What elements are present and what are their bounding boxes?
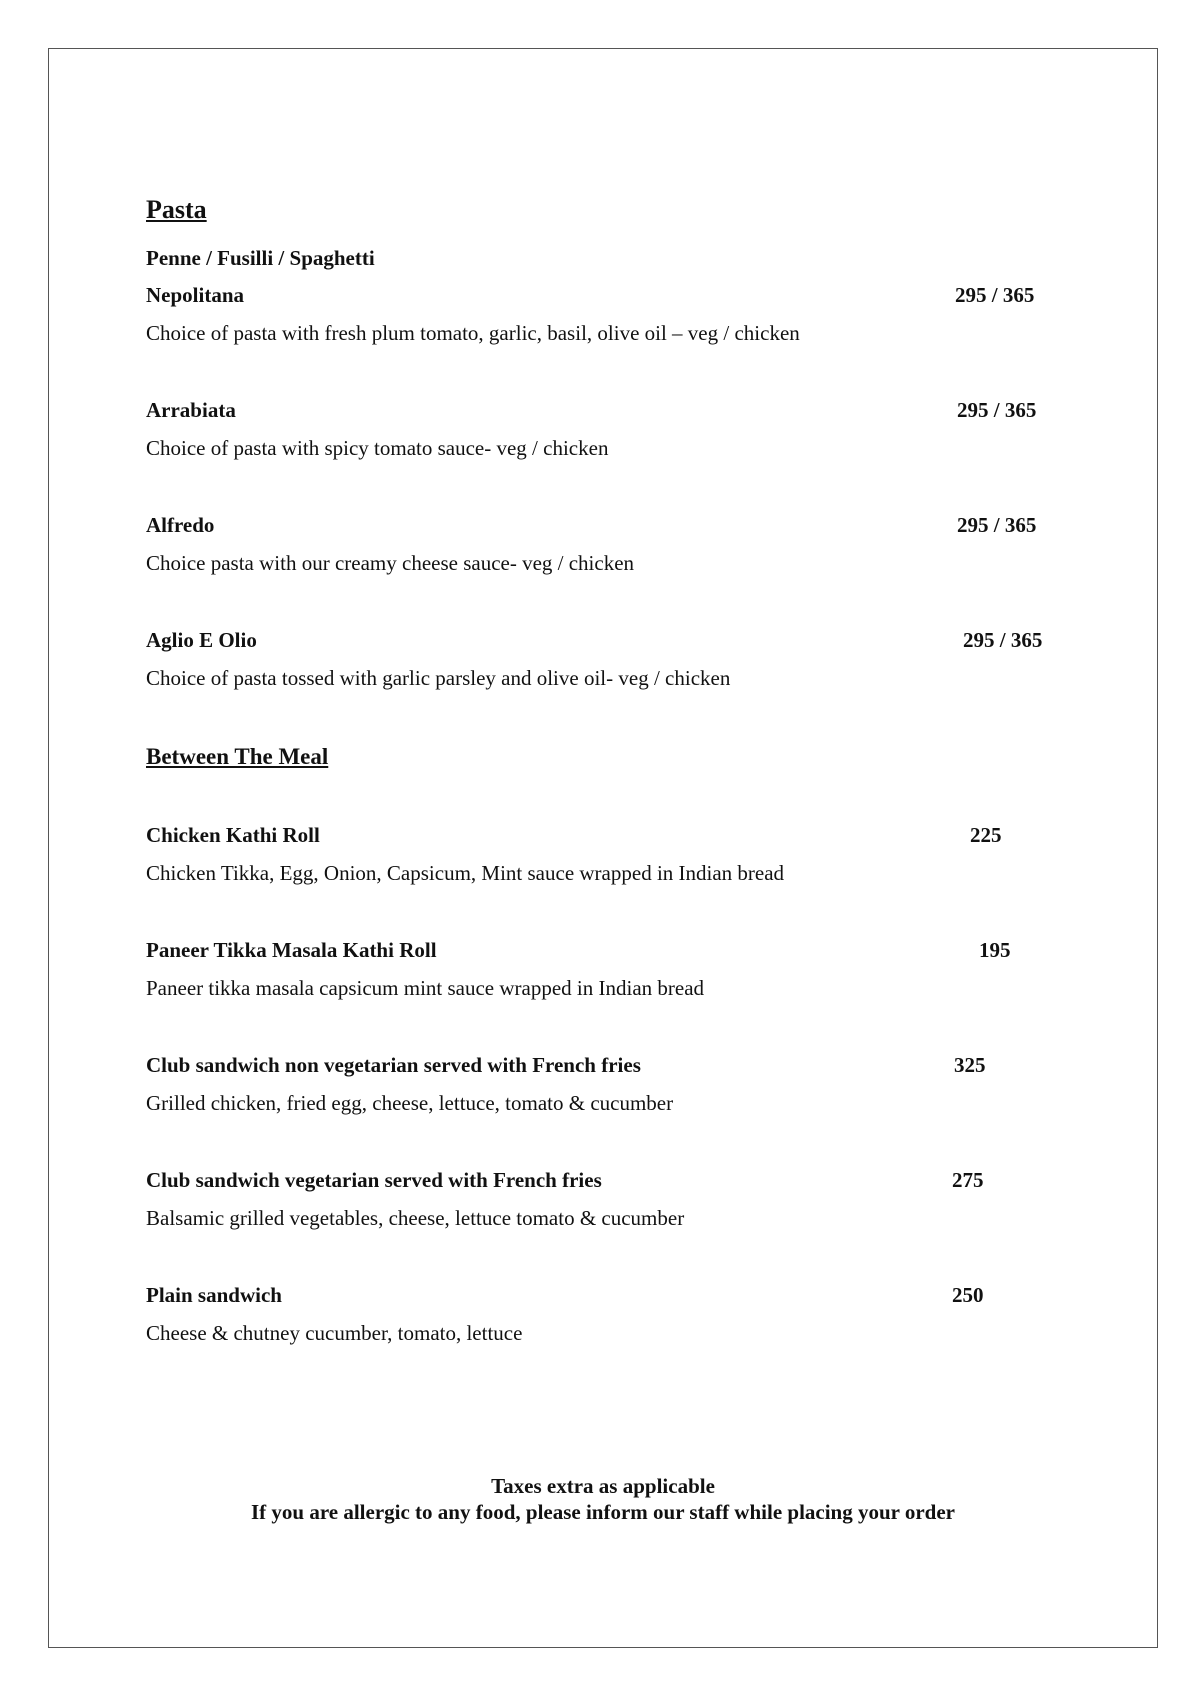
item-desc-alfredo: Choice pasta with our creamy cheese sauce- veg / chicken xyxy=(146,551,635,575)
item-price-aglio-e-olio: 295 / 365 xyxy=(963,628,1043,652)
item-name-club-sandwich-veg: Club sandwich vegetarian served with French fries xyxy=(146,1168,602,1192)
item-name-aglio-e-olio: Aglio E Olio xyxy=(146,628,257,652)
item-desc-nepolitana: Choice of pasta with fresh plum tomato, garlic, basil, olive oil – veg / chicken xyxy=(146,321,800,345)
item-price-chicken-kathi-roll: 225 xyxy=(970,823,1002,847)
pasta-types: Penne / Fusilli / Spaghetti xyxy=(146,246,375,270)
item-name-club-sandwich-non-veg: Club sandwich non vegetarian served with French fries xyxy=(146,1053,641,1077)
item-price-plain-sandwich: 250 xyxy=(952,1283,984,1307)
item-price-alfredo: 295 / 365 xyxy=(957,513,1037,537)
item-desc-paneer-tikka-masala-kathi-roll: Paneer tikka masala capsicum mint sauce wrapped in Indian bread xyxy=(146,976,705,1000)
item-name-plain-sandwich: Plain sandwich xyxy=(146,1283,282,1307)
item-desc-club-sandwich-veg: Balsamic grilled vegetables, cheese, lettuce tomato & cucumber xyxy=(146,1206,685,1230)
item-name-arrabiata: Arrabiata xyxy=(146,398,236,422)
item-name-chicken-kathi-roll: Chicken Kathi Roll xyxy=(146,823,320,847)
footer-taxes-note: Taxes extra as applicable xyxy=(491,1474,715,1498)
item-price-nepolitana: 295 / 365 xyxy=(955,283,1035,307)
section-title-between-the-meal: Between The Meal xyxy=(146,744,329,769)
item-price-club-sandwich-non-veg: 325 xyxy=(954,1053,986,1077)
item-desc-club-sandwich-non-veg: Grilled chicken, fried egg, cheese, lettuce, tomato & cucumber xyxy=(146,1091,674,1115)
item-price-paneer-tikka-masala-kathi-roll: 195 xyxy=(979,938,1011,962)
item-desc-plain-sandwich: Cheese & chutney cucumber, tomato, lettuce xyxy=(146,1321,523,1345)
item-desc-arrabiata: Choice of pasta with spicy tomato sauce- veg / chicken xyxy=(146,436,609,460)
item-name-nepolitana: Nepolitana xyxy=(146,283,245,307)
item-desc-chicken-kathi-roll: Chicken Tikka, Egg, Onion, Capsicum, Mint sauce wrapped in Indian bread xyxy=(146,861,785,885)
item-price-arrabiata: 295 / 365 xyxy=(957,398,1037,422)
item-name-alfredo: Alfredo xyxy=(146,513,215,537)
item-price-club-sandwich-veg: 275 xyxy=(952,1168,984,1192)
footer-allergy-note: If you are allergic to any food, please inform our staff while placing your order xyxy=(250,1500,956,1524)
item-desc-aglio-e-olio: Choice of pasta tossed with garlic parsley and olive oil- veg / chicken xyxy=(146,666,731,690)
section-title-pasta: Pasta xyxy=(146,195,207,224)
item-name-paneer-tikka-masala-kathi-roll: Paneer Tikka Masala Kathi Roll xyxy=(146,938,437,962)
